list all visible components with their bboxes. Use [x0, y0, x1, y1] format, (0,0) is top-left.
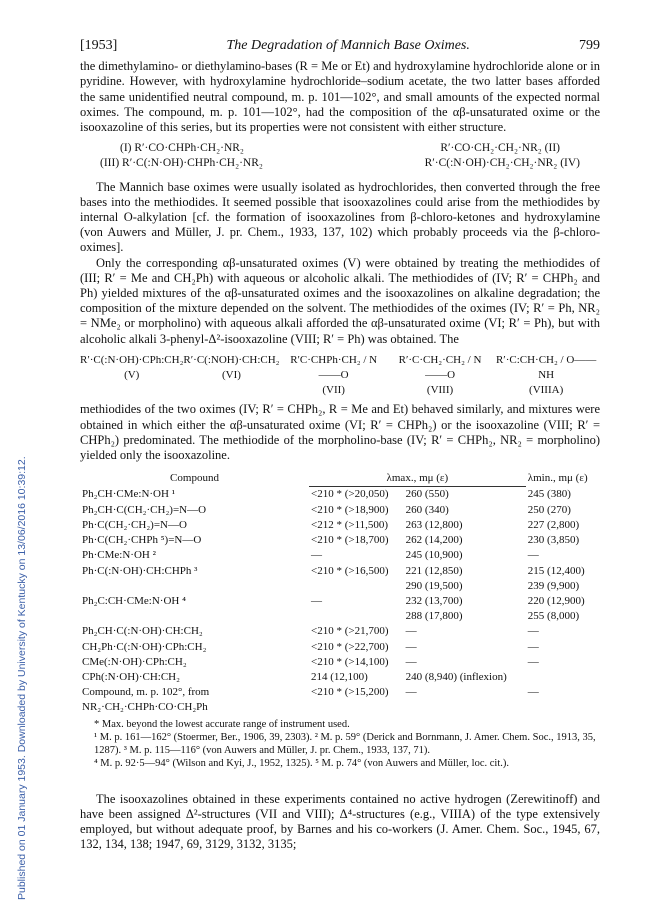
structure-V: R′·C(:N·OH)·CPh:CH₂ (V) [80, 353, 184, 382]
compound-cell: Ph·C(CH₂·CHPh ⁵)=N—O [82, 534, 202, 547]
paragraph-3: Only the corresponding αβ-unsaturated oximes (V) were obtained by treating the methiodides of (III; R′ = Me and CH₂Ph) with aqueous or alcoholic alkali. The methiodides of (IV; R′ = CHPh₂ and Ph) yielded mixtures of the αβ-unsaturated oximes and the isooxazolines on alkaline degradation; the composition of the mixture depended on the solvent. The methiodides of the oximes (IV; R′ = Ph, NR₂ = NMe₂ or morpholino) with aqueous alkali afforded the αβ-unsaturated oxime (VI; R′ = Ph), but with alcoholic alkali 3-phenyl-Δ²-isooxazoline (VIII; R′ = Ph) was obtained. The [80, 255, 600, 346]
max-b-cell: 245 (10,900) [405, 549, 463, 562]
max-b-cell: 260 (550) [405, 488, 449, 501]
max-a-cell: <210 * (>22,700) [311, 640, 389, 653]
table-row [80, 533, 600, 548]
min-cell: 230 (3,850) [527, 534, 580, 547]
footnote: ¹ M. p. 161—162° (Stoermer, Ber., 1906, 39, 2303). ² M. p. 59° (Derick and Bornmann, J. Amer. Chem. Soc., 1913, 35, 1287). ³ M. p. 115—116° (von Auwers and Müller, J. pr. Chem., 1933, 137, 71). [94, 731, 596, 756]
table-row [80, 564, 600, 594]
max-a-cell: <210 * (>21,700) [311, 625, 389, 638]
max-b-cell: 240 (8,940) (inflexion) [405, 670, 507, 683]
col-compound: Compound [170, 472, 219, 485]
max-a-cell: 214 (12,100) [311, 670, 368, 683]
max-a-cell: <210 * (>18,900) [311, 503, 389, 516]
max-a-cell: <210 * (>16,500) [311, 564, 389, 577]
table-row [80, 670, 600, 685]
max-a-cell: <210 * (>20,050) [311, 488, 389, 501]
compound-cell: Ph·C(CH₂·CH₂)=N—O [82, 518, 187, 531]
min-cell: — [527, 655, 539, 668]
min-cell: 220 (12,900) 255 (8,000) [527, 594, 585, 623]
uv-spectra-table [80, 471, 600, 715]
max-a-cell: <210 * (>18,700) [311, 534, 389, 547]
compound-cell: CH₂Ph·C(:N·OH)·CPh:CH₂ [82, 640, 207, 653]
min-cell [526, 670, 600, 685]
min-cell: — [527, 625, 539, 638]
compound-cell: Compound, m. p. 102°, from NR₂·CH₂·CHPh·CO·CH₂Ph [82, 686, 210, 714]
formula-block [80, 141, 600, 171]
table-row [80, 594, 600, 624]
table-row [80, 655, 600, 670]
compound-cell: Ph₂CH·CMe:N·OH ¹ [82, 487, 175, 500]
max-b-cell: 262 (14,200) [405, 534, 463, 547]
max-b-cell: — [405, 686, 417, 699]
page-content [80, 38, 600, 852]
running-header [80, 38, 600, 53]
download-notice: Published on 01 January 1953. Downloaded by University of Kentucky on 13/06/2016 10:39:12. [16, 456, 28, 900]
structure-VII: R′C·CHPh·CH₂ / N——O (VII) [290, 353, 378, 397]
header-year: [1953] [80, 38, 118, 53]
table-header [80, 471, 600, 487]
paragraph-2: The Mannich base oximes were usually isolated as hydrochlorides, then converted through the free bases into the methiodides. It seemed possible that isooxazolines could arise from the methiodides by internal O-alkylation [cf. the formation of isooxazolines from β-chloro-ketones and hydroxylamine (von Auwers and Müller, J. pr. Chem., 1933, 137, 102) which probably proceeds via the β-chloro-oximes]. [80, 179, 600, 255]
paragraph-5: The isooxazolines obtained in these experiments contained no active hydrogen (Zerewitinoff) and have been assigned Δ²-structures (VII and VIII); Δ⁴-structures (e.g., VIIIA) of the type extensively employed, but without adequate proof, by Barnes and his co-workers (J. Amer. Chem. Soc., 1945, 67, 132, 134, 138; 1947, 69, 3129, 3132, 3135; [80, 791, 600, 852]
min-cell: 245 (380) [527, 487, 571, 500]
min-cell: 227 (2,800) [527, 518, 580, 531]
compound-cell: Ph·C(:N·OH)·CH:CHPh ³ [82, 564, 198, 577]
max-a-cell: <212 * (>11,500) [311, 518, 389, 531]
paragraph-1: the dimethylamino- or diethylamino-bases (R = Me or Et) and hydroxylamine hydrochloride alone or in pyridine. However, with hydroxylamine hydrochloride–sodium acetate, the two latter bases afforded the same unidentified neutral compound, m. p. 101—102°, and small amounts of the expected normal oximes. The compound, m. p. 101—102°, had the composition of the αβ-unsaturated oxime or the isooxazoline of this series, but its properties were not consistent with either structure. [80, 59, 600, 135]
max-b-cell: — [405, 640, 417, 653]
max-b-cell: 232 (13,700) 288 (17,800) [405, 594, 463, 623]
max-a-cell: — [311, 549, 322, 562]
max-b-cell: 260 (340) [405, 503, 449, 516]
table-row [80, 685, 600, 715]
formula-I: (I) R′·CO·CHPh·CH₂·NR₂ [120, 142, 244, 155]
table-footnotes [80, 718, 600, 770]
footnote: * Max. beyond the lowest accurate range of instrument used. [94, 718, 350, 730]
max-b-cell: 263 (12,800) [405, 518, 463, 531]
structure-VIIIA: R′·C:CH·CH₂ / O——NH (VIIIA) [495, 353, 597, 397]
compound-cell: Ph₂CH·C(CH₂·CH₂)=N—O [82, 503, 207, 516]
col-lambda-min: λmin., mμ (ε) [527, 472, 588, 485]
max-a-cell: <210 * (>15,200) [311, 686, 389, 699]
min-cell: 215 (12,400) 239 (9,900) [527, 564, 585, 592]
structure-VI: R′·C(:NOH)·CH:CH₂ (VI) [183, 353, 280, 382]
compound-cell: Ph₂C:CH·CMe:N·OH ⁴ [82, 594, 186, 607]
min-cell: 250 (270) [527, 503, 571, 516]
table-row [80, 640, 600, 655]
max-b-cell: — [405, 655, 417, 668]
max-b-cell: 221 (12,850) 290 (19,500) [405, 564, 463, 592]
formula-III: (III) R′·C(:N·OH)·CHPh·CH₂·NR₂ [100, 157, 263, 170]
paragraph-4: methiodides of the two oximes (IV; R′ = CHPh₂, R = Me and Et) behaved similarly, and mixtures were obtained in which either the αβ-unsaturated oxime (VI; R′ = CHPh₂) or the isooxazoline (VIII; R′ = CHPh₂) predominated. The methiodide of the morpholino-base (IV; R′ = CHPh₂, NR₂ = morpholino) yielded only the isooxazoline. [80, 402, 600, 463]
footnote: ⁴ M. p. 92·5—94° (Wilson and Kyi, J., 1952, 1325). ⁵ M. p. 74° (von Auwers and Müller, loc. cit.). [94, 757, 510, 769]
header-page-number: 799 [579, 38, 600, 53]
table-row [80, 548, 600, 563]
max-b-cell: — [405, 625, 417, 638]
table-row [80, 487, 600, 503]
max-a-cell: — [311, 594, 322, 607]
table-row [80, 503, 600, 518]
compound-cell: Ph·CMe:N·OH ² [82, 549, 156, 562]
header-title: The Degradation of Mannich Base Oximes. [226, 38, 470, 53]
compound-cell: Ph₂CH·C(:N·OH)·CH:CH₂ [82, 625, 203, 638]
compound-cell: CPh(:N·OH)·CH:CH₂ [82, 670, 180, 683]
formula-IV: R′·C(:N·OH)·CH₂·CH₂·NR₂ (IV) [424, 157, 580, 170]
max-a-cell: <210 * (>14,100) [311, 655, 389, 668]
structure-VIII: R′·C·CH₂·CH₂ / N——O (VIII) [398, 353, 482, 397]
formula-II: R′·CO·CH₂·CH₂·NR₂ (II) [440, 142, 560, 155]
table-row [80, 624, 600, 639]
min-cell: — [527, 549, 539, 562]
table-row [80, 518, 600, 533]
min-cell: — [527, 640, 539, 653]
compound-cell: CMe(:N·OH)·CPh:CH₂ [82, 655, 187, 668]
col-lambda-max: λmax., mμ (ε) [309, 471, 526, 487]
structure-row [80, 353, 600, 399]
min-cell: — [527, 686, 539, 699]
